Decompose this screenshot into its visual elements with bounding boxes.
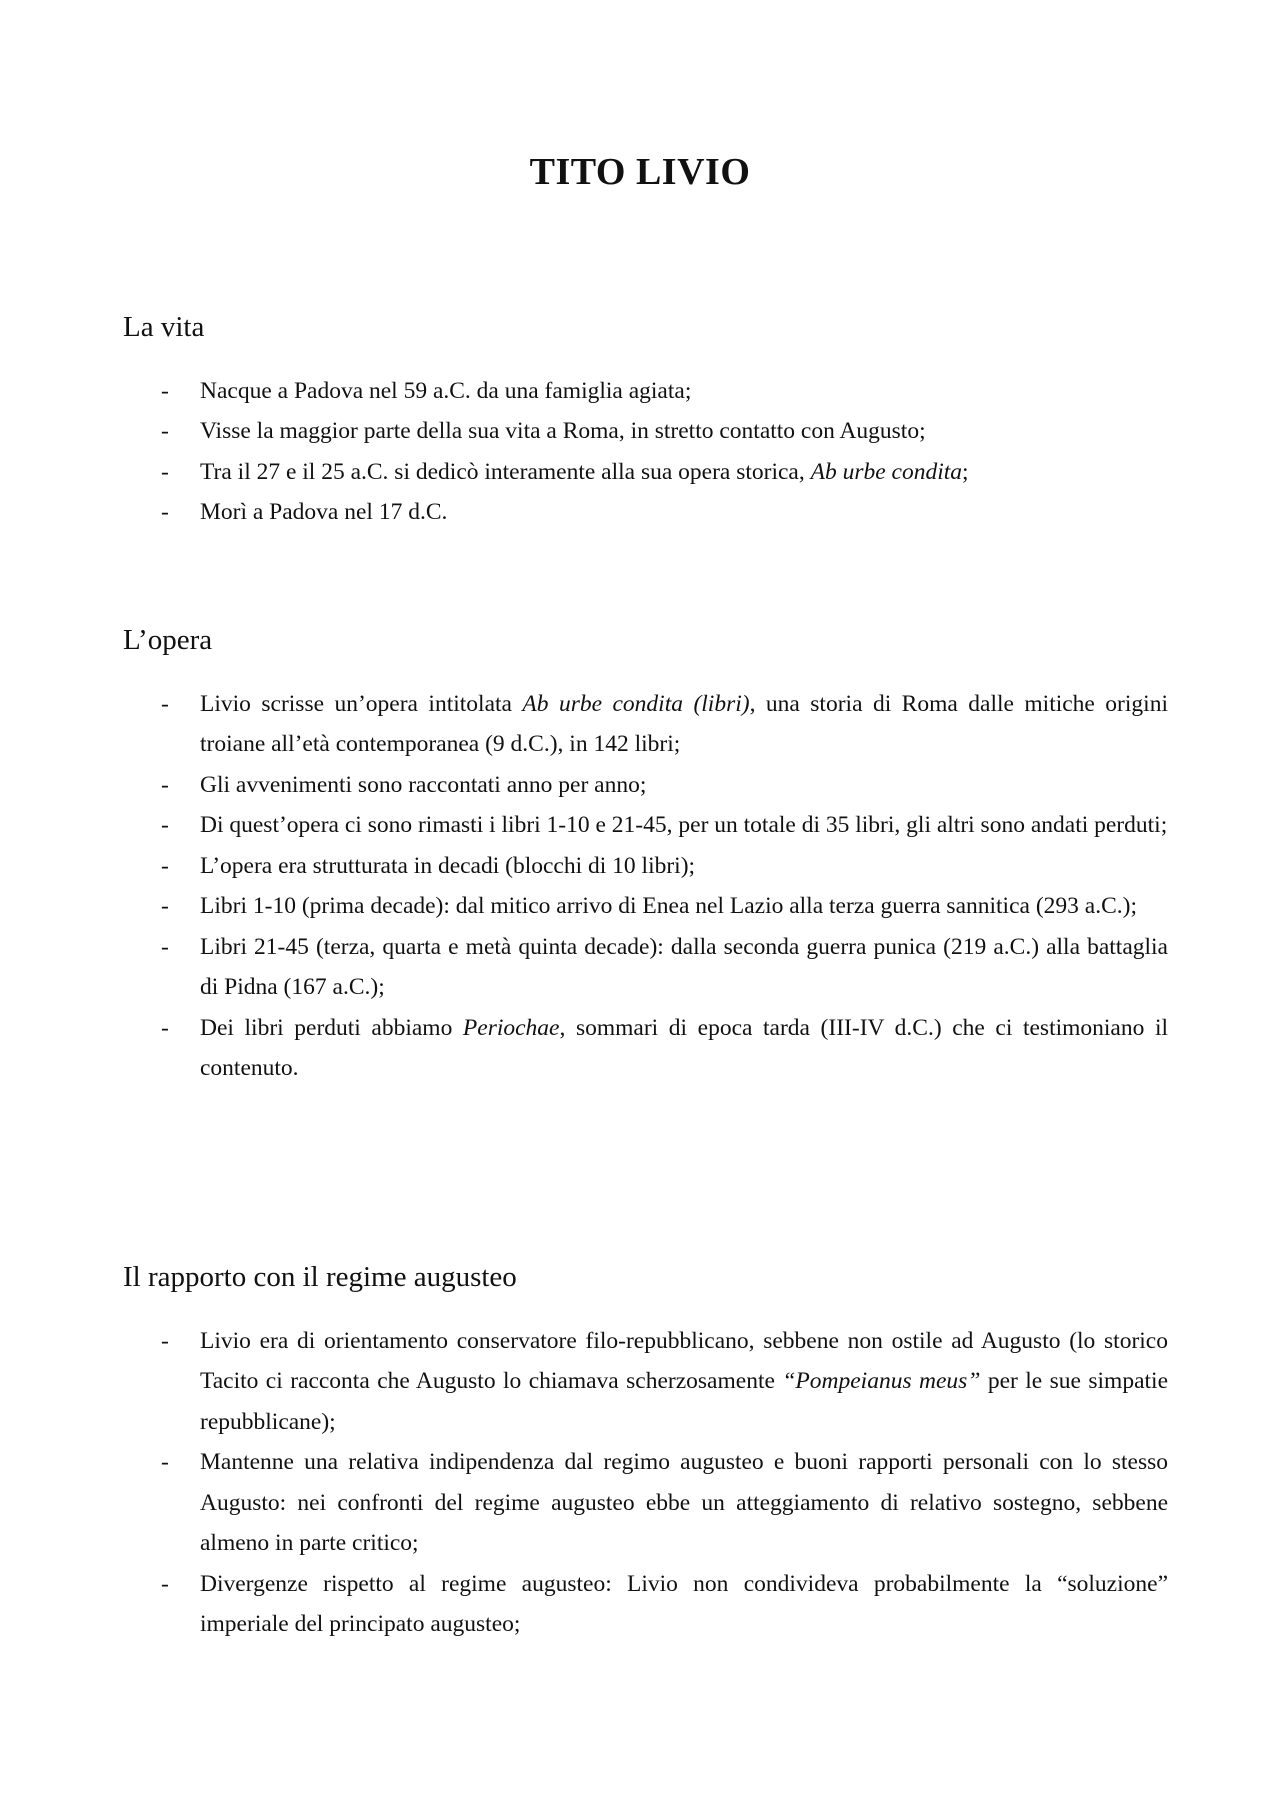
section-heading: L’opera <box>123 624 213 656</box>
bullet-dash: - <box>161 499 169 526</box>
item-text: Di quest’opera ci sono rimasti i libri 1-10 e 21-45, per un totale di 35 libri, gli altri sono andati perduti; <box>200 812 1168 839</box>
list-item <box>123 684 1168 765</box>
item-text: , sommari di epoca tarda (III-IV d.C.) che ci testimoniano il contenuto. <box>200 1014 1169 1082</box>
list-item <box>123 846 1168 887</box>
item-text: Visse la maggior parte della sua vita a Roma, in stretto contatto con Augusto; <box>200 418 926 445</box>
item-text: Nacque a Padova nel 59 a.C. da una famiglia agiata; <box>200 377 692 404</box>
section-rapporto-regime <box>123 1260 1168 1645</box>
bullet-dash: - <box>161 690 169 717</box>
list-item <box>123 411 1168 452</box>
italic-text: Periochae <box>462 1014 560 1041</box>
list-item <box>123 805 1168 846</box>
bullet-dash: - <box>161 852 169 879</box>
item-text: L’opera era strutturata in decadi (blocchi di 10 libri); <box>200 852 696 879</box>
item-text: Gli avvenimenti sono raccontati anno per anno; <box>200 771 647 798</box>
item-text: per le sue simpatie repubblicane); <box>200 1368 1168 1435</box>
bullet-dash: - <box>161 458 169 485</box>
section-la-vita <box>123 310 1168 533</box>
list-item <box>123 886 1168 927</box>
item-text: Libri 1-10 (prima decade): dal mitico arrivo di Enea nel Lazio alla terza guerra sannitica (293 a.C.); <box>200 893 1137 920</box>
list-item <box>123 927 1168 1008</box>
item-text: Livio scrisse un’opera intitolata <box>200 690 523 717</box>
bullet-dash: - <box>161 377 169 404</box>
item-text: Divergenze rispetto al regime augusteo: Livio non condivideva probabilmente la “soluzione” imperiale del principato augusteo; <box>200 1570 1168 1638</box>
section-heading: La vita <box>123 311 205 343</box>
item-text: Livio era di orientamento conservatore filo-repubblicano, sebbene non ostile ad Augusto (lo storico Tacito ci racconta che Augusto lo chiamava scherzosamente <box>200 1327 1168 1395</box>
bullet-list <box>123 1321 1168 1645</box>
bullet-list <box>123 371 1168 533</box>
list-item <box>123 1008 1168 1089</box>
list-item <box>123 371 1168 412</box>
italic-text: “Pompeianus meus” <box>782 1368 981 1395</box>
item-text: Mantenne una relativa indipendenza dal regimo augusteo e buoni rapporti personali con lo stesso Augusto: nei confronti del regime augusteo ebbe un atteggiamento di relativo sostegno, sebbene almeno in parte critico; <box>200 1449 1168 1557</box>
bullet-dash: - <box>161 893 169 920</box>
section-opera <box>123 623 1168 1089</box>
list-item <box>123 452 1168 493</box>
italic-text: Ab urbe condita (libri) <box>522 690 750 717</box>
bullet-list <box>123 684 1168 1089</box>
section-heading: Il rapporto con il regime augusteo <box>123 1261 517 1293</box>
bullet-dash: - <box>161 1327 169 1354</box>
item-text: Morì a Padova nel 17 d.C. <box>200 499 448 526</box>
list-item <box>123 1564 1168 1645</box>
document-title: TITO LIVIO <box>529 151 751 193</box>
list-item <box>123 1442 1168 1564</box>
list-item <box>123 765 1168 806</box>
italic-text: Ab urbe condita <box>810 458 963 485</box>
bullet-dash: - <box>161 1014 169 1041</box>
list-item <box>123 1321 1168 1443</box>
item-text: Libri 21-45 (terza, quarta e metà quinta decade): dalla seconda guerra punica (219 a.C.) alla battaglia di Pidna (167 a.C.); <box>200 933 1168 1001</box>
bullet-dash: - <box>161 933 169 960</box>
bullet-dash: - <box>161 1570 169 1597</box>
bullet-dash: - <box>161 812 169 839</box>
item-text: ; <box>962 458 969 485</box>
bullet-dash: - <box>161 771 169 798</box>
bullet-dash: - <box>161 1449 169 1476</box>
item-text: Tra il 27 e il 25 a.C. si dedicò interamente alla sua opera storica, <box>200 458 811 485</box>
item-text: Dei libri perduti abbiamo <box>200 1014 463 1041</box>
bullet-dash: - <box>161 418 169 445</box>
list-item <box>123 492 1168 533</box>
item-text: , una storia di Roma dalle mitiche origini troiane all’età contemporanea (9 d.C.), in 142 libri; <box>200 690 1168 758</box>
